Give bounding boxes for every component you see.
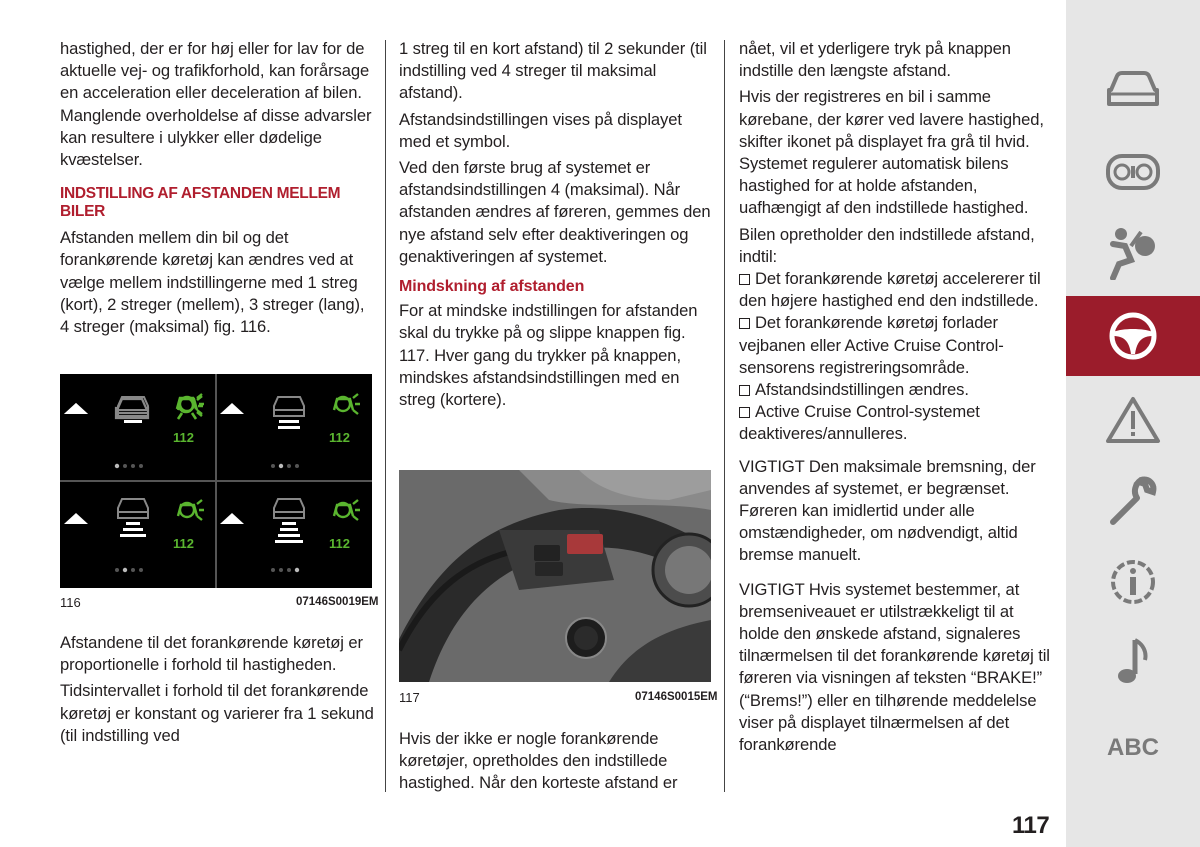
subheading: Mindskning af afstanden	[399, 278, 585, 296]
paragraph: Hvis der ikke er nogle forankørende køretøjer, opretholdes den indstillede hastighed. Når den korteste afstand er	[399, 729, 678, 793]
svg-text:112: 112	[329, 536, 350, 551]
paragraph: Ved den første brug af systemet er afstandsindstillingen 4 (maksimal). Når afstanden ændres af føreren, gemmes den nye afstand selv efter deaktiveringen og genaktiveringen af systemet.	[399, 158, 711, 266]
paragraph: Hvis der registreres en bil i samme kørebane, der kører ved lavere hastighed, skifter ikonet på displayet fra grå til hvid. Systemet regulerer automatisk bilens hastighed for at holde afstanden, uafhængigt af den indstillede hastighed.	[739, 87, 1044, 218]
list-item: Det forankørende køretøj accelererer til den højere hastighed end den indstillede.	[739, 269, 1041, 311]
paragraph: Afstanden mellem din bil og det forankørende køretøj kan ændres ved at vælge mellem indstillingerne med 1 streg (kort), 2 streger (mellem), 3 streger (lang), 4 streger (maksimal) fig. 116.	[60, 228, 365, 337]
paragraph: Bilen opretholder den indstillede afstand, indtil:	[739, 224, 1035, 266]
wrench-icon[interactable]	[1066, 470, 1200, 534]
music-icon[interactable]	[1066, 630, 1200, 694]
svg-text:112: 112	[329, 430, 350, 445]
checkbox-bullet-icon	[739, 274, 750, 285]
paragraph: Tidsintervallet i forhold til det forankørende køretøj er konstant og varierer fra 1 sekund (til indstilling ved	[60, 681, 374, 745]
column-2	[399, 38, 711, 415]
page-number: 117	[1012, 812, 1050, 839]
column-divider	[724, 40, 725, 792]
index-abc-link[interactable]: ABC	[1107, 734, 1159, 761]
paragraph: Afstandsindstillingen vises på displayet med et symbol.	[399, 109, 682, 151]
figure-117-steering-wheel-photo	[399, 470, 711, 682]
speed-readout: 112	[173, 430, 194, 445]
important-note: VIGTIGT Hvis systemet bestemmer, at bremseniveauet er utilstrækkeligt til at holde den ønskede afstand, signaleres tilnærmelsen til det forankørende køretøj til føreren via visningen af teksten “BRAKE!” (“Brems!”) eller en tilhørende meddelelse viser på displayet tilnærmelsen af det forankørende	[739, 579, 1050, 755]
paragraph: Afstandene til det forankørende køretøj er proportionelle i forhold til hastigheden.	[60, 633, 363, 675]
section-heading: INDSTILLING AF AFSTANDEN MELLEM BILER	[60, 185, 341, 221]
info-icon[interactable]	[1066, 550, 1200, 614]
figure-116-display-image	[60, 374, 372, 588]
paragraph: hastighed, der er for høj eller for lav for de aktuelle vej- og trafikforhold, kan forårsage en acceleration eller deceleration af bilen. Manglende overholdelse af disse advarsler kan resultere i ulykker eller dødelige kvæstelser.	[60, 39, 372, 170]
dashboard-icon[interactable]	[1066, 140, 1200, 204]
column-1-lower	[60, 632, 375, 751]
figure-code: 07146S0019EM	[296, 596, 379, 608]
column-divider	[385, 40, 386, 792]
steering-wheel-icon[interactable]	[1066, 296, 1200, 376]
column-2-lower	[399, 728, 711, 799]
checkbox-bullet-icon	[739, 407, 750, 418]
car-icon[interactable]	[1066, 60, 1200, 120]
paragraph: For at mindske indstillingen for afstanden skal du trykke på og slippe knappen fig. 117. Hver gang du trykker på knappen, mindskes afstandsindstillingen med en streg (kortere).	[399, 301, 698, 410]
warning-icon[interactable]	[1066, 388, 1200, 452]
list-item: Active Cruise Control-systemet deaktiveres/annulleres.	[739, 402, 980, 444]
column-1	[60, 38, 375, 342]
chapter-sidebar	[1066, 0, 1200, 847]
paragraph: nået, vil et yderligere tryk på knappen indstille den længste afstand.	[739, 39, 1011, 81]
figure-code: 07146S0015EM	[635, 691, 718, 703]
checkbox-bullet-icon	[739, 318, 750, 329]
airbag-icon[interactable]	[1066, 220, 1200, 284]
figure-number: 116	[60, 595, 81, 610]
important-note: VIGTIGT Den maksimale bremsning, der anvendes af systemet, er begrænset. Føreren kan imidlertid under alle omstændigheder, om nødvendigt, altid bremse manuelt.	[739, 456, 1036, 565]
svg-text:112: 112	[173, 536, 194, 551]
checkbox-bullet-icon	[739, 385, 750, 396]
figure-number: 117	[399, 690, 420, 705]
list-item: Det forankørende køretøj forlader vejbanen eller Active Cruise Control-sensorens registreringsområde.	[739, 313, 1004, 377]
paragraph: 1 streg til en kort afstand) til 2 sekunder (til indstilling ved 4 streger til maksimal afstand).	[399, 39, 707, 103]
list-item: Afstandsindstillingen ændres.	[739, 379, 1057, 401]
column-3	[739, 38, 1057, 760]
